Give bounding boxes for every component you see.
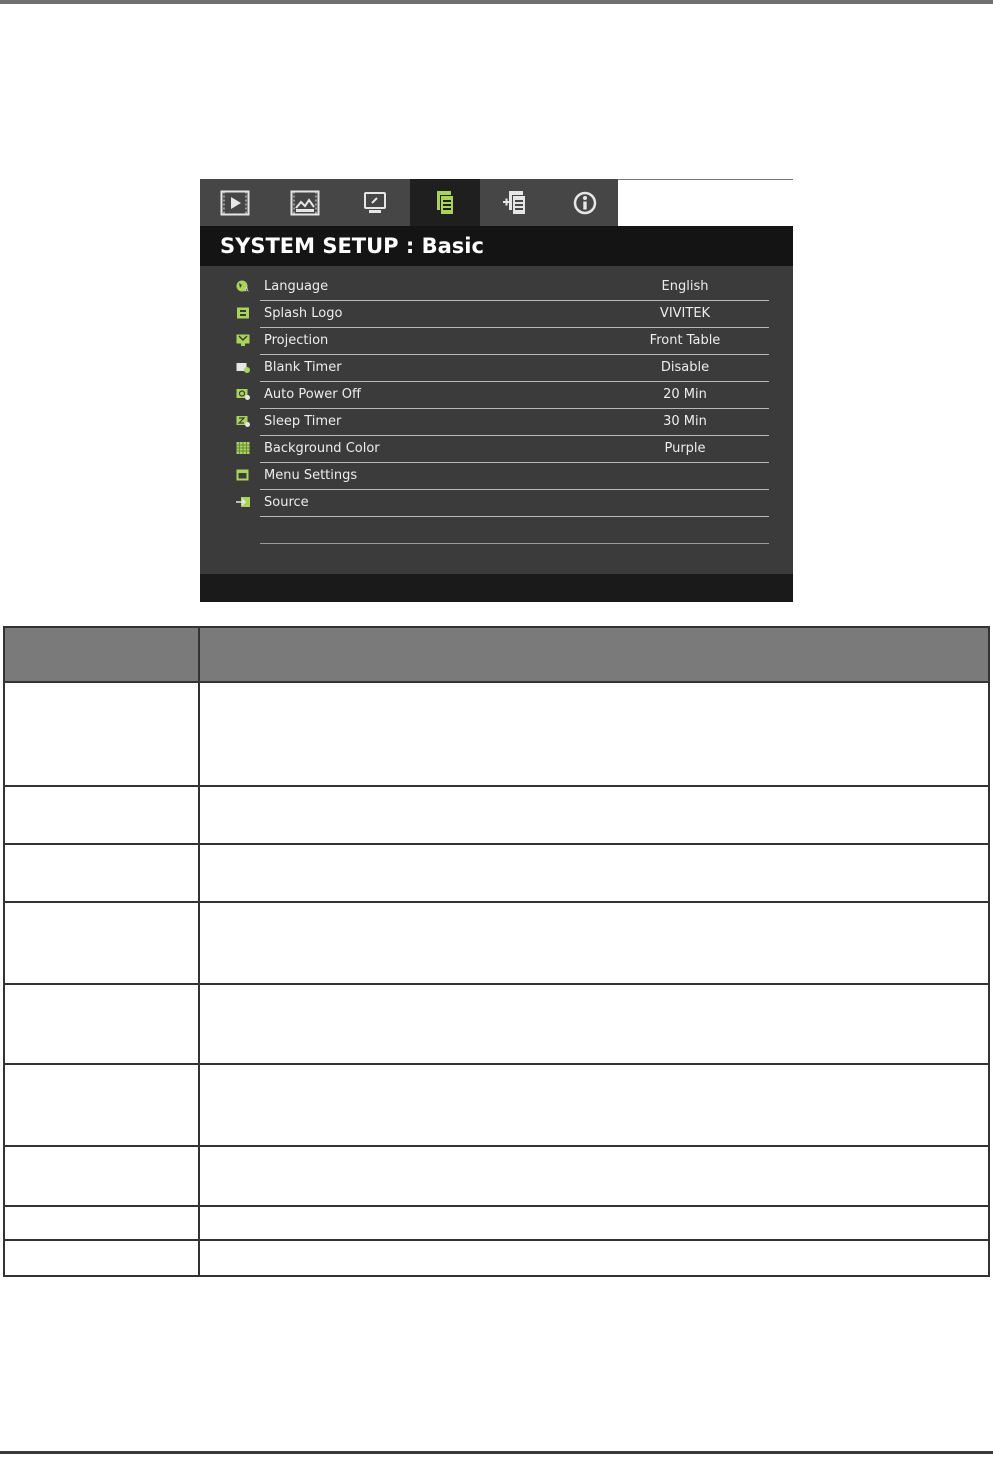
menu-item-auto-power-off[interactable]: Auto Power Off 20 Min bbox=[260, 381, 769, 409]
language-icon bbox=[236, 280, 250, 292]
table-header-row bbox=[4, 627, 989, 682]
information-icon bbox=[570, 189, 600, 217]
tab-system-setup-advanced[interactable] bbox=[480, 179, 550, 226]
splash-logo-icon bbox=[236, 307, 250, 319]
tab-picture[interactable] bbox=[200, 179, 270, 226]
table-row bbox=[4, 1146, 989, 1206]
osd-tab-strip bbox=[200, 179, 793, 226]
osd-menu bbox=[200, 179, 793, 602]
menu-settings-icon bbox=[236, 469, 250, 481]
table-header-item bbox=[4, 627, 199, 682]
menu-item-projection[interactable]: Projection Front Table bbox=[260, 327, 769, 355]
table-header-description bbox=[199, 627, 989, 682]
image-adjust-icon bbox=[290, 190, 320, 216]
sleep-timer-icon bbox=[236, 415, 250, 427]
projection-icon bbox=[236, 334, 250, 346]
osd-title: SYSTEM SETUP : Basic bbox=[200, 226, 793, 266]
system-setup-advanced-icon bbox=[500, 189, 530, 217]
menu-item-source[interactable]: Source bbox=[260, 489, 769, 517]
menu-item-menu-settings[interactable]: Menu Settings bbox=[260, 462, 769, 490]
tab-information[interactable] bbox=[550, 179, 620, 226]
description-table bbox=[3, 626, 990, 1277]
menu-item-blank-timer[interactable]: Blank Timer Disable bbox=[260, 354, 769, 382]
blank-timer-icon bbox=[236, 361, 250, 373]
system-setup-basic-icon bbox=[430, 189, 460, 217]
top-rule bbox=[0, 0, 993, 4]
tab-display[interactable] bbox=[340, 179, 410, 226]
table-row bbox=[4, 844, 989, 902]
osd-footer bbox=[200, 574, 793, 602]
auto-power-off-icon bbox=[236, 388, 250, 400]
tab-system-setup-basic[interactable] bbox=[410, 179, 480, 226]
picture-icon bbox=[220, 190, 250, 216]
tab-image-adjust[interactable] bbox=[270, 179, 340, 226]
table-row bbox=[4, 682, 989, 786]
table-row bbox=[4, 1064, 989, 1146]
svg-text:A: A bbox=[244, 286, 249, 292]
menu-empty-divider bbox=[260, 543, 769, 544]
source-icon bbox=[236, 496, 250, 508]
table-row bbox=[4, 786, 989, 844]
display-icon bbox=[360, 190, 390, 216]
table-row bbox=[4, 1206, 989, 1240]
table-row bbox=[4, 984, 989, 1064]
menu-item-language[interactable]: A Language English bbox=[260, 273, 769, 301]
background-color-icon bbox=[236, 442, 250, 454]
menu-item-sleep-timer[interactable]: Sleep Timer 30 Min bbox=[260, 408, 769, 436]
bottom-rule bbox=[0, 1451, 993, 1454]
menu-item-background-color[interactable]: Background Color Purple bbox=[260, 435, 769, 463]
table-row bbox=[4, 1240, 989, 1276]
menu-item-splash-logo[interactable]: Splash Logo VIVITEK bbox=[260, 300, 769, 328]
table-row bbox=[4, 902, 989, 984]
